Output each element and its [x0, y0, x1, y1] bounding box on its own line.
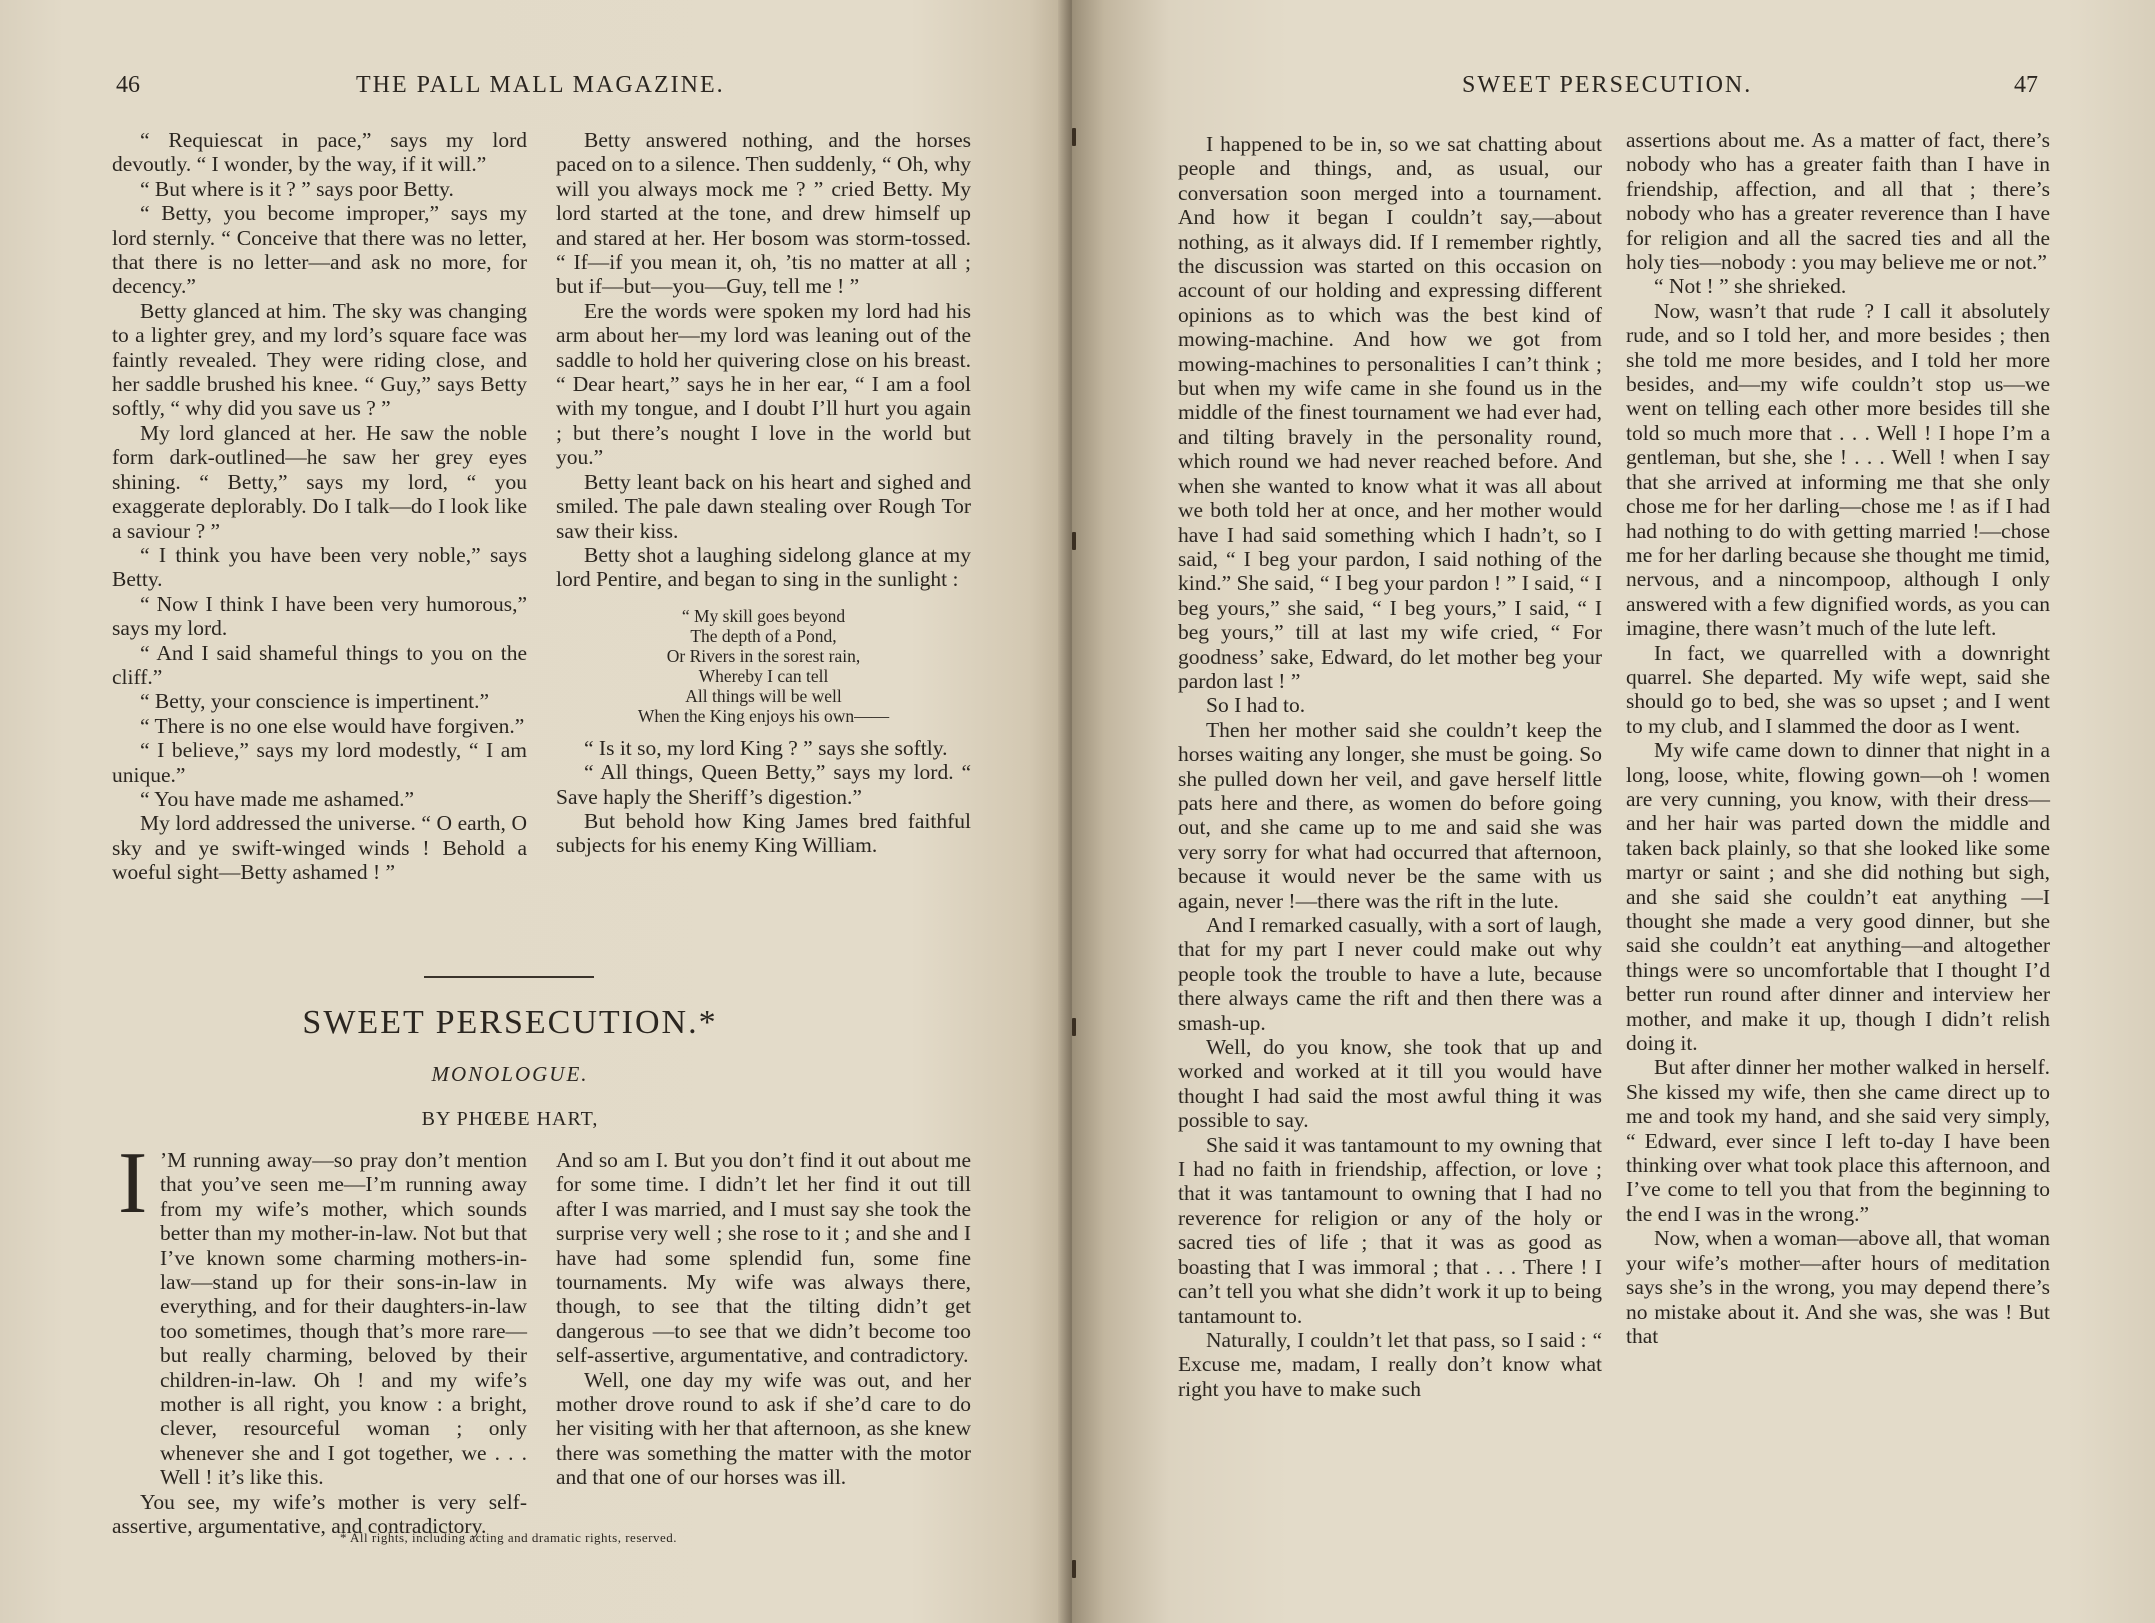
paragraph: My lord addressed the universe. “ O earth, O sky and ye swift-winged winds ! Behold a woeful sight—Betty ashamed ! ” [112, 811, 527, 885]
paragraph: “ Betty, you become improper,” says my lord sternly. “ Conceive that there was no letter, that there is no letter—and ask no more, for decency.” [112, 201, 527, 299]
paragraph: And so am I. But you don’t find it out about me for some time. I didn’t let her find it out till after I was married, and I must say she took the surprise very well ; she rose to it ; and she and I have had some splendid fun, some fine tournaments. My wife was always there, though, to see that the tilting didn’t get dangerous —to see that we didn’t become too self-assertive, argumentative, and contradictory. [556, 1148, 971, 1368]
paragraph: Betty shot a laughing sidelong glance at my lord Pentire, and began to sing in the sunlight : [556, 542, 971, 592]
paragraph: In fact, we quarrelled with a downright quarrel. She departed. My wife wept, said she should go to bed, she was so upset ; and I went to my club, and I slammed the door as I went. [1626, 640, 2050, 738]
section-divider [424, 976, 594, 978]
page-number: 47 [2014, 72, 2038, 98]
binding-mark [1072, 1018, 1076, 1036]
paragraph: But after dinner her mother walked in herself. She kissed my wife, then she came direct up to me and took my hand, and she said very simply, “ Edward, ever since I left to-day I have been thinking over what took place this afternoon, and I’ve come to tell you that from the beginning to the end I was in the wrong.” [1626, 1055, 2050, 1226]
paragraph: She said it was tantamount to my owning that I had no faith in friendship, affection, or love ; that it was tantamount to owning that I had no reverence for religion or any of the holy or sacred ties of life ; that it was as good as boasting that I was immoral ; that . . . There ! I can’t tell you what she didn’t work it up to being tantamount to. [1178, 1132, 1602, 1328]
paragraph: Now, when a woman—above all, that woman your wife’s mother—after hours of meditation says she’s in the wrong, you may depend there’s no mistake about it. And she was, she was ! But that [1626, 1226, 2050, 1348]
running-head: THE PALL MALL MAGAZINE. [356, 72, 725, 98]
paragraph: Betty glanced at him. The sky was changing to a lighter grey, and my lord’s square face was faintly revealed. They were riding close, and her saddle brushed his knee. “ Guy,” says Betty softly, “ why did you save us ? ” [112, 298, 527, 421]
verse-line: “ My skill goes beyond [681, 605, 846, 626]
binding-mark [1072, 1560, 1076, 1578]
paragraph: You see, my wife’s mother is very self-assertive, argumentative, and contradictory. [112, 1489, 527, 1539]
verse-line: Whereby I can tell [698, 665, 829, 686]
paragraph: “ Is it so, my lord King ? ” says she softly. [584, 735, 948, 760]
paragraph: assertions about me. As a matter of fact, there’s nobody who has a greater faith than I have in friendship, affection, and all that ; there’s nobody who has a greater reverence than I have for religion and all the sacred ties and all the holy ties—nobody : you may believe me or not.” [1626, 128, 2050, 275]
rights-footnote: * All rights, including acting and dramatic rights, reserved. [340, 1530, 678, 1545]
paragraph: “ But where is it ? ” says poor Betty. [140, 176, 454, 201]
paragraph: Now, wasn’t that rude ? I call it absolutely rude, and so I told her, and more besides ; then she told me more besides, and I told her more besides, and—my wife couldn’t stop us—we went on telling each other more besides till she told so much more that . . . Well ! I hope I’m a gentleman, but she, she ! . . . Well ! when I say that she arrived at informing me that she only chose me for her darling—chose me ! as if I had had nothing to do with getting married !—chose me for her darling because she thought me timid, nervous, and a nincompoop, although I only answered with a few dignified words, as you can imagine, there wasn’t much of the lute left. [1626, 298, 2050, 641]
paragraph: Betty answered nothing, and the horses paced on to a silence. Then suddenly, “ Oh, why will you always mock me ? ” cried Betty. My lord started at the tone, and drew himself up and stared at her. Her bosom was storm-tossed. “ If—if you mean it, oh, ’tis no matter at all ; but if—but—you—Guy, tell me ! ” [556, 128, 971, 299]
paragraph: “ I believe,” says my lord modestly, “ I am unique.” [112, 738, 527, 787]
paragraph: So I had to. [1206, 693, 1306, 718]
paragraph: But behold how King James bred faithful subjects for his enemy King William. [556, 808, 971, 858]
paragraph: “ Betty, your conscience is impertinent.” [140, 689, 490, 714]
page-number: 46 [116, 72, 140, 98]
paragraph: “ Not ! ” she shrieked. [1654, 274, 1847, 299]
paragraph: Naturally, I couldn’t let that pass, so I said : “ Excuse me, madam, I really don’t know what right you have to make such [1178, 1327, 1602, 1401]
story-subtitle: MONOLOGUE. [431, 1062, 589, 1086]
running-head: SWEET PERSECUTION. [1462, 72, 1753, 98]
verse-line: Or Rivers in the sorest rain, [666, 645, 861, 666]
right-page [1072, 0, 2155, 1623]
paragraph: “ Requiescat in pace,” says my lord devoutly. “ I wonder, by the way, if it will.” [112, 128, 527, 177]
paragraph: My lord glanced at her. He saw the noble form dark-outlined—he saw her grey eyes shining. “ Betty,” says my lord, “ you exaggerate deplorably. Do I talk—do I look like a saviour ? ” [112, 420, 527, 543]
paragraph: Well, do you know, she took that up and worked and worked at it till you would have thought I had said the most awful thing it was possible to say. [1178, 1035, 1602, 1133]
left-column-1 [112, 128, 527, 885]
paragraph: My wife came down to dinner that night in a long, loose, white, flowing gown—oh ! women are very cunning, you know, with their dress—and her hair was parted down the middle and taken back plainly, so that she looked like some martyr or saint ; and she did nothing but sigh, and she said she couldn’t eat anything —I thought she made a very good dinner, but she said she couldn’t eat anything—and altogether things were so uncomfortable that I thought I’d better run round after dinner and interview her mother, and make it up, though I didn’t relish doing it. [1626, 738, 2050, 1056]
left-column-2 [556, 128, 971, 858]
binding-mark [1072, 532, 1076, 550]
paragraph: Ere the words were spoken my lord had his arm about her—my lord was leaning out of the saddle to hold her quivering close on his breast. “ Dear heart,” says he in her ear, “ I am a fool with my tongue, and I doubt I’ll hurt you again ; but there’s nought I love in the world but you.” [556, 298, 971, 470]
song-verse [556, 606, 971, 726]
binding-mark [1072, 128, 1076, 146]
story-title: SWEET PERSECUTION.* [302, 1004, 718, 1041]
paragraph: “ You have made me ashamed.” [140, 786, 415, 811]
story-column-1 [112, 1148, 527, 1539]
paragraph: Betty leant back on his heart and sighed and smiled. The pale dawn stealing over Rough Tor saw their kiss. [556, 469, 971, 543]
verse-line: All things will be well [685, 685, 842, 706]
author-byline: BY PHŒBE HART, [421, 1108, 599, 1130]
verse-line: The depth of a Pond, [690, 625, 837, 646]
paragraph: Then her mother said she couldn’t keep the horses waiting any longer, she must be going. So she pulled down her veil, and gave herself little pats here and there, as women do before going out, and she came up to me and said she was very sorry for what had occurred that afternoon, because it would never be the same with us again, never !—there was the rift in the lute. [1178, 717, 1602, 913]
paragraph: Well, one day my wife was out, and her mother drove round to ask if she’d care to do her visiting with her that afternoon, as she knew there was something the matter with the motor and that one of our horses was ill. [556, 1367, 971, 1490]
verse-line: When the King enjoys his own—— [637, 705, 890, 726]
paragraph: “ And I said shameful things to you on the cliff.” [112, 640, 527, 689]
right-column-2 [1626, 128, 2050, 1348]
right-column-1 [1178, 132, 1602, 1401]
paragraph: “ There is no one else would have forgiven.” [140, 713, 525, 738]
paragraph: I happened to be in, so we sat chatting about people and things, and, as usual, our conversation soon merged into a tournament. And how it began I couldn’t say,—about nothing, as it always did. If I remember rightly, the discussion was started on this occasion on account of our holding and expressing different opinions as to which was the best kind of mowing-machine. And how we got from mowing-machines to personalities I can’t think ; but when my wife came in she found us in the middle of the finest tournament we had ever had, and tilting bravely in the personality round, which round we had never reached before. And when she wanted to know what it was all about we both told her at once, and her mother would have I had said something which I hadn’t, so I said, “ I beg your pardon, I said nothing of the kind.” She said, “ I beg your pardon ! ” I said, “ I beg yours,” she said, “ I beg yours,” I said, “ I beg yours,” till at last my wife cried, “ For goodness’ sake, Edward, do let mother beg your pardon last ! ” [1178, 132, 1602, 693]
paragraph: “ Now I think I have been very humorous,” says my lord. [112, 591, 527, 641]
story-column-2 [556, 1148, 971, 1490]
paragraph: And I remarked casually, with a sort of laugh, that for my part I never could make out why people took the trouble to have a lute, because there always came the rift and then there was a smash-up. [1178, 913, 1602, 1035]
paragraph: “ All things, Queen Betty,” says my lord. “ Save haply the Sheriff’s digestion.” [556, 760, 971, 809]
left-page [0, 0, 1072, 1623]
paragraph: ’M running away—so pray don’t mention that you’ve seen me—I’m running away from my wife’s mother, which sounds better than my mother-in-law. Not but that I’ve known some charming mothers-in-law—stand up for their sons-in-law in everything, and for their daughters-in-law too sometimes, though that’s more rare—but really charming, beloved by their children-in-law. Oh ! and my wife’s mother is all right, you know : a bright, clever, resourceful woman ; only whenever she and I got together, we . . . Well ! it’s like this. [160, 1148, 527, 1490]
drop-cap: I [118, 1135, 148, 1232]
paragraph: “ I think you have been very noble,” says Betty. [112, 542, 527, 592]
